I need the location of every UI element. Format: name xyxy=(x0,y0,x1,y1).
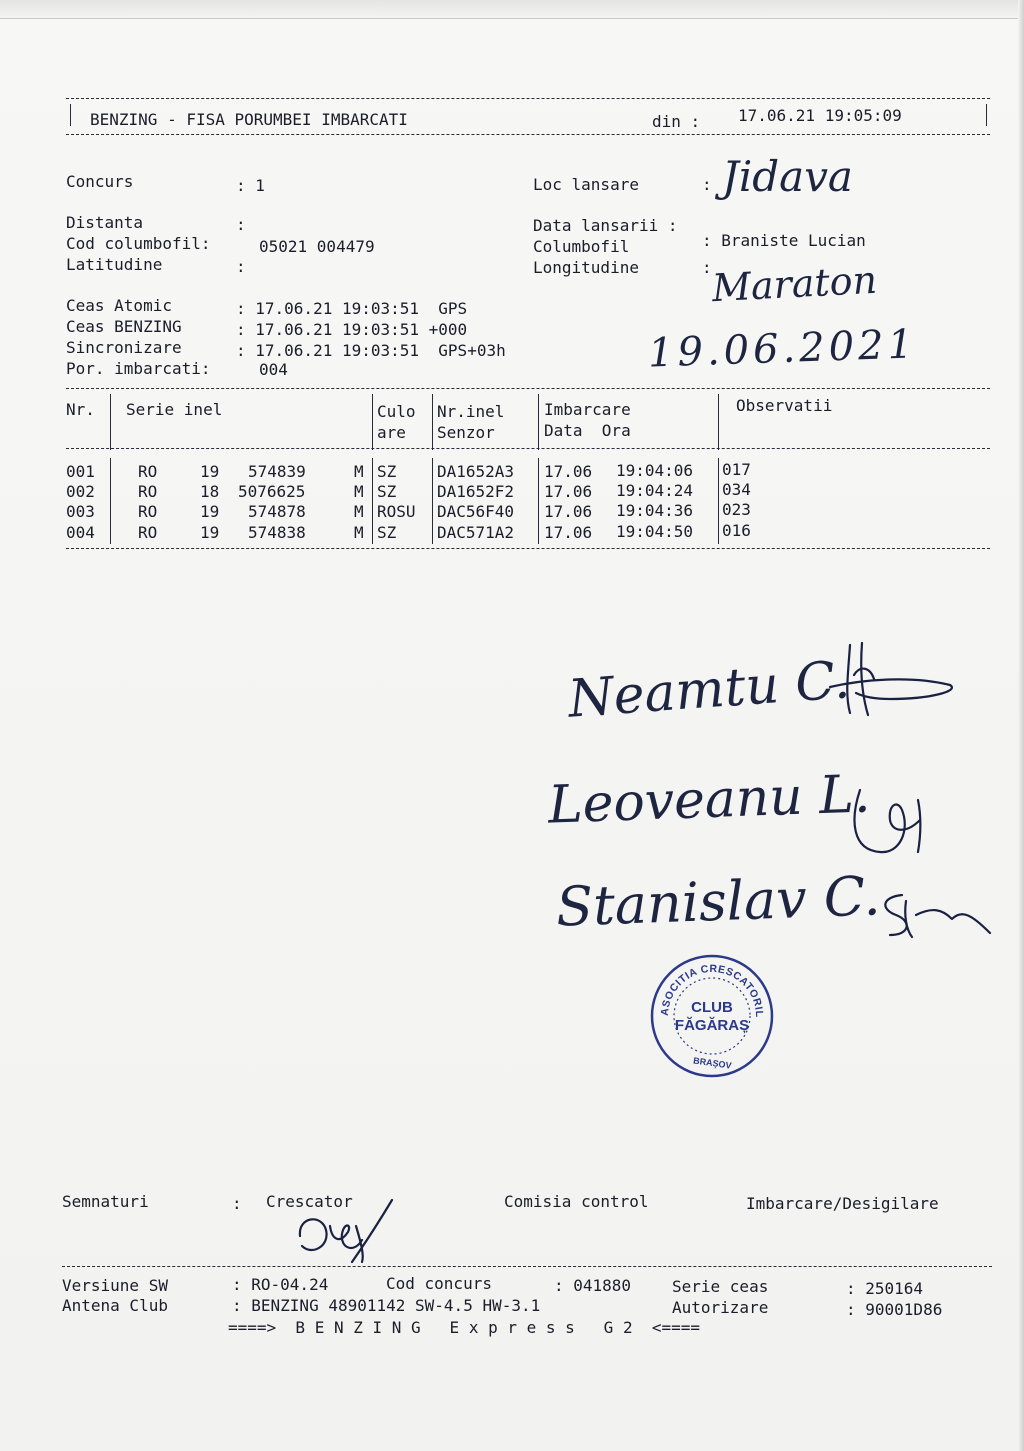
signature-name-3: Stanislav C. xyxy=(554,864,882,939)
row-sensor: DAC571A2 xyxy=(437,523,515,542)
row-color: SZ xyxy=(377,462,397,481)
header-top-rule xyxy=(66,98,990,99)
benzing-banner: ====> B E N Z I N G E x p r e s s G 2 <==== xyxy=(228,1318,701,1337)
distanta-label: Distanta xyxy=(66,213,144,232)
serie-ceas-label: Serie ceas xyxy=(672,1277,769,1296)
table-col-divider xyxy=(372,458,373,544)
comisia-control-label: Comisia control xyxy=(504,1192,649,1211)
row-ring: 574838 xyxy=(248,523,306,542)
stamp-club: CLUB xyxy=(691,999,733,1016)
table-col-divider xyxy=(110,458,111,544)
header-culoare: Culo xyxy=(377,402,416,421)
autorizare-label: Autorizare xyxy=(672,1298,769,1317)
loc-lansare-label: Loc lansare xyxy=(533,175,639,194)
row-date: 17.06 xyxy=(544,523,593,542)
table-bottom-rule xyxy=(66,548,990,549)
row-date: 17.06 xyxy=(544,462,593,481)
cod-concurs-value: : 041880 xyxy=(554,1276,632,1295)
header-left-bar xyxy=(70,104,71,126)
signature-name-2: Leoveanu L. xyxy=(547,764,872,836)
stamp-city: FĂGĂRAȘ xyxy=(674,1017,750,1034)
crescator-label: Crescator xyxy=(266,1192,353,1211)
row-obs: 017 xyxy=(722,460,751,479)
latitudine-value: : xyxy=(236,257,246,276)
row-year: 19 xyxy=(200,502,220,521)
cod-columbofil-label: Cod columbofil: xyxy=(66,234,211,253)
row-sex: M xyxy=(354,523,364,542)
crescator-signature-icon xyxy=(292,1196,402,1266)
stamp-outer-text: ASOCITIA CRESCATORIL xyxy=(658,962,766,1018)
ceas-atomic-label: Ceas Atomic xyxy=(66,296,172,315)
row-sensor: DAC56F40 xyxy=(437,502,515,521)
paper-right-edge xyxy=(1018,0,1024,1451)
row-country: RO xyxy=(138,482,158,501)
sincronizare-label: Sincronizare xyxy=(66,338,182,357)
stamp-seal-icon xyxy=(648,952,776,1080)
versiune-sw-label: Versiune SW xyxy=(62,1276,168,1295)
table-col-divider xyxy=(718,458,719,544)
row-color: ROSU xyxy=(377,502,416,521)
concurs-value: : 1 xyxy=(236,176,265,195)
row-obs: 016 xyxy=(722,521,751,540)
maraton-note: Maraton xyxy=(710,257,879,311)
ceas-atomic-value: : 17.06.21 19:03:51 GPS xyxy=(236,299,468,318)
row-country: RO xyxy=(138,462,158,481)
header-bottom-rule xyxy=(66,134,990,135)
row-country: RO xyxy=(138,502,158,521)
serie-ceas-value: : 250164 xyxy=(846,1279,924,1298)
antena-club-value: : BENZING 48901142 SW-4.5 HW-3.1 xyxy=(232,1296,541,1315)
row-nr: 001 xyxy=(66,462,95,481)
columbofil-label: Columbofil xyxy=(533,237,630,256)
page-title: BENZING - FISA PORUMBEI IMBARCATI xyxy=(90,110,408,129)
row-sex: M xyxy=(354,482,364,501)
handwritten-date: 19.06.2021 xyxy=(647,321,918,377)
header-culoare-2: are xyxy=(377,423,406,442)
row-ring: 574878 xyxy=(248,502,306,521)
table-header-rule xyxy=(66,448,990,449)
antena-club-label: Antena Club xyxy=(62,1296,168,1315)
signature-scribble-2 xyxy=(840,770,940,870)
autorizare-value: : 90001D86 xyxy=(846,1300,943,1319)
signature-name-1: Neamtu C. xyxy=(566,650,852,730)
header-right-bar xyxy=(986,104,987,126)
signature-scribble-3 xyxy=(872,885,1002,945)
row-year: 18 xyxy=(200,482,220,501)
row-date: 17.06 xyxy=(544,502,593,521)
longitudine-sep: : xyxy=(702,258,712,277)
row-sensor: DA1652F2 xyxy=(437,482,515,501)
distanta-value: : xyxy=(236,215,246,234)
signature-scribble-1 xyxy=(790,635,970,725)
row-nr: 002 xyxy=(66,482,95,501)
row-country: RO xyxy=(138,523,158,542)
header-observatii: Observatii xyxy=(736,396,833,415)
versiune-sw-value: : RO-04.24 xyxy=(232,1275,329,1294)
table-col-divider xyxy=(718,394,719,450)
table-col-divider xyxy=(538,394,539,450)
row-year: 19 xyxy=(200,462,220,481)
header-imbarcare: Imbarcare xyxy=(544,400,631,419)
row-nr: 004 xyxy=(66,523,95,542)
header-nr-inel: Nr.inel xyxy=(437,402,505,421)
row-nr: 003 xyxy=(66,502,95,521)
table-col-divider xyxy=(538,458,539,544)
sincronizare-value: : 17.06.21 19:03:51 GPS+03h xyxy=(236,341,506,360)
longitudine-label: Longitudine xyxy=(533,258,639,277)
cod-concurs-label: Cod concurs xyxy=(386,1274,492,1293)
imbarcare-desigilare-label: Imbarcare/Desigilare xyxy=(746,1194,939,1213)
header-senzor: Senzor xyxy=(437,423,495,442)
ceas-benzing-label: Ceas BENZING xyxy=(66,317,182,336)
loc-lansare-sep: : xyxy=(702,175,712,194)
header-nr: Nr. xyxy=(66,400,95,419)
row-color: SZ xyxy=(377,523,397,542)
paper-top-edge xyxy=(0,0,1024,19)
row-time: 19:04:36 xyxy=(616,501,694,520)
columbofil-value: : Braniste Lucian xyxy=(702,231,866,250)
table-col-divider xyxy=(432,394,433,450)
header-serie-inel: Serie inel xyxy=(126,400,223,419)
semnaturi-label: Semnaturi xyxy=(62,1192,149,1211)
row-obs: 023 xyxy=(722,500,751,519)
footer-rule xyxy=(62,1266,992,1267)
stamp-bottom: BRAȘOV xyxy=(692,1055,733,1071)
loc-lansare-handwritten: Jidava xyxy=(722,152,853,201)
row-sex: M xyxy=(354,502,364,521)
row-sex: M xyxy=(354,462,364,481)
concurs-label: Concurs xyxy=(66,172,134,191)
data-lansarii-label: Data lansarii : xyxy=(533,216,678,235)
por-imbarcati-value: 004 xyxy=(259,360,288,379)
por-imbarcati-label: Por. imbarcati: xyxy=(66,359,211,378)
din-value: 17.06.21 19:05:09 xyxy=(738,106,902,125)
ceas-benzing-value: : 17.06.21 19:03:51 +000 xyxy=(236,320,468,339)
row-time: 19:04:24 xyxy=(616,481,694,500)
table-col-divider xyxy=(432,458,433,544)
row-color: SZ xyxy=(377,482,397,501)
club-stamp xyxy=(648,952,776,1080)
table-col-divider xyxy=(110,394,111,450)
row-ring: 574839 xyxy=(248,462,306,481)
row-obs: 034 xyxy=(722,480,751,499)
header-data-ora: Data Ora xyxy=(544,421,631,440)
semnaturi-sep: : xyxy=(232,1194,242,1213)
table-top-rule xyxy=(66,388,990,389)
row-sensor: DA1652A3 xyxy=(437,462,515,481)
row-ring: 5076625 xyxy=(238,482,306,501)
cod-columbofil-value: 05021 004479 xyxy=(259,237,375,256)
row-year: 19 xyxy=(200,523,220,542)
row-date: 17.06 xyxy=(544,482,593,501)
din-label: din : xyxy=(652,112,701,131)
table-col-divider xyxy=(372,394,373,450)
row-time: 19:04:06 xyxy=(616,461,694,480)
latitudine-label: Latitudine xyxy=(66,255,163,274)
row-time: 19:04:50 xyxy=(616,522,694,541)
